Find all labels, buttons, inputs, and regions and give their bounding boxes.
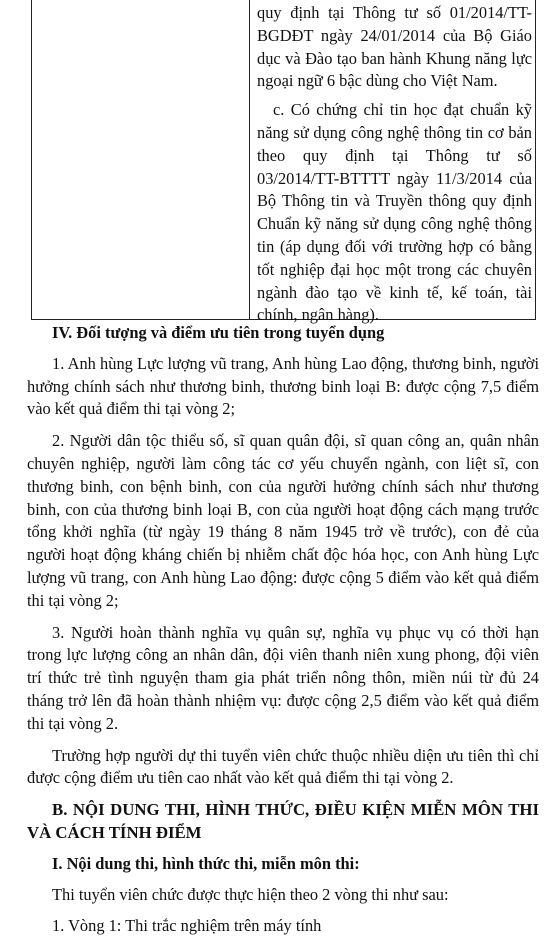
section-b-subheading: I. Nội dung thi, hình thức thi, miễn môn thi: [52,853,360,873]
cell-paragraph-it-certificate: c. Có chứng chỉ tin học đạt chuẩn kỹ năng sử dụng công nghệ thông tin cơ bản theo quy định tại Thông tư số 03/2014/TT-BTTTT ngày 11/3/2014 của Bộ Thông tin và Truyền thông quy định Chuẩn kỹ năng sử dụng công nghệ thông tin (áp dụng đối với trường hợp có bằng tốt nghiệp đại học một trong các chuyên ngành đào tạo về kinh tế, kế toán, tài chính, ngân hàng). [257,100,532,325]
section-iv-heading: IV. Đối tượng và điểm ưu tiên trong tuyển dụng [52,323,385,342]
requirements-table [31,0,536,325]
cell-paragraph-foreign-language: quy định tại Thông tư số 01/2014/TT-BGDĐT ngày 24/01/2014 của Bộ Giáo dục và Đào tạo ban hành Khung năng lực ngoại ngữ 6 bậc dùng cho Việt Nam. [257,3,532,91]
table-column-divider [249,0,250,319]
exam-round-1: 1. Vòng 1: Thi trắc nghiệm trên máy tính [52,916,322,936]
table-cell-content [257,2,532,333]
document-body [27,322,539,947]
priority-item-1: 1. Anh hùng Lực lượng vũ trang, Anh hùng Lao động, thương binh, người hưởng chính sách như thương binh, thương binh loại B: được cộng 7,5 điểm vào kết quả điểm thi tại vòng 2; [27,353,539,419]
exam-intro: Thi tuyển viên chức được thực hiện theo 2 vòng thi như sau: [52,884,449,904]
priority-note: Trường hợp người dự thi tuyển viên chức thuộc nhiều diện ưu tiên thì chỉ được cộng điểm ưu tiên cao nhất vào kết quả điểm thi tại vòng 2. [27,745,539,788]
priority-item-2: 2. Người dân tộc thiểu số, sĩ quan quân đội, sĩ quan công an, quân nhân chuyên nghiệp, người làm công tác cơ yếu chuyển ngành, con liệt sĩ, con thương binh, con bệnh binh, con của người hưởng chính sách như thương binh, con của thương binh loại B, con của người hoạt động cách mạng trước tổng khởi nghĩa (từ ngày 19 tháng 8 năm 1945 trở về trước), con đẻ của người hoạt động kháng chiến bị nhiễm chất độc hóa học, con Anh hùng Lực lượng vũ trang, con Anh hùng Lao động: được cộng 5 điểm vào kết quả điểm thi tại vòng 2; [27,431,539,610]
priority-item-3: 3. Người hoàn thành nghĩa vụ quân sự, nghĩa vụ phục vụ có thời hạn trong lực lượng công an nhân dân, đội viên thanh niên xung phong, đội viên trí thức trẻ tình nguyện tham gia phát triển nông thôn, miền núi từ đủ 24 tháng trở lên đã hoàn thành nhiệm vụ: được cộng 2,5 điểm vào kết quả điểm thi tại vòng 2. [27,622,539,733]
section-b-heading: B. NỘI DUNG THI, HÌNH THỨC, ĐIỀU KIỆN MIỄN MÔN THI VÀ CÁCH TÍNH ĐIỂM [27,800,539,842]
